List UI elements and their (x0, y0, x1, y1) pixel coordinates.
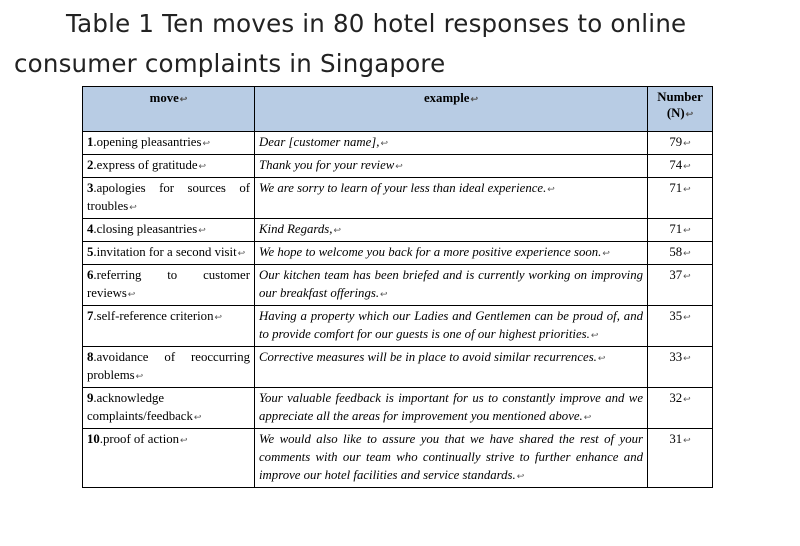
example-cell (255, 132, 648, 155)
example-cell (255, 178, 648, 219)
paragraph-mark-icon: ↩ (683, 271, 691, 281)
header-row (83, 87, 713, 132)
table-row (83, 155, 713, 178)
example-cell (255, 155, 648, 178)
paragraph-mark-icon: ↩ (683, 184, 691, 194)
paragraph-mark-icon: ↩ (683, 312, 691, 322)
number-cell (648, 306, 713, 347)
paragraph-mark-icon: ↩ (683, 161, 691, 171)
move-index: 8 (87, 350, 94, 364)
paragraph-mark-icon: ↩ (202, 138, 210, 148)
move-cell (83, 265, 255, 306)
paragraph-mark-icon: ↩ (198, 161, 207, 171)
paragraph-mark-icon: ↩ (198, 225, 206, 235)
paragraph-mark-icon: ↩ (333, 225, 342, 235)
paragraph-mark-icon: ↩ (380, 138, 389, 148)
example-text: We hope to welcome you back for a more positive experience soon. (259, 245, 602, 259)
example-text: Corrective measures will be in place to avoid similar recurrences. (259, 350, 597, 364)
number-cell (648, 219, 713, 242)
paragraph-mark-icon: ↩ (516, 471, 525, 481)
paragraph-mark-icon: ↩ (683, 225, 691, 235)
paragraph-mark-icon: ↩ (683, 394, 691, 404)
number-value: 31 (669, 432, 683, 446)
table-row (83, 178, 713, 219)
move-index: 4 (87, 222, 94, 236)
table-row (83, 242, 713, 265)
example-cell (255, 242, 648, 265)
move-label: .proof of action (99, 432, 180, 446)
move-index: 6 (87, 268, 94, 282)
header-number: Number (N)↩ (648, 87, 713, 132)
move-cell (83, 132, 255, 155)
move-index: 10 (87, 432, 100, 446)
number-value: 32 (669, 391, 683, 405)
header-example: example↩ (255, 87, 648, 132)
move-index: 5 (87, 245, 94, 259)
example-cell (255, 429, 648, 488)
moves-table-container (82, 86, 713, 488)
paragraph-mark-icon: ↩ (179, 94, 188, 104)
number-value: 58 (669, 245, 683, 259)
table-row (83, 306, 713, 347)
move-cell (83, 178, 255, 219)
paragraph-mark-icon: ↩ (180, 435, 188, 445)
paragraph-mark-icon: ↩ (683, 353, 691, 363)
move-cell (83, 347, 255, 388)
paragraph-mark-icon: ↩ (135, 371, 144, 381)
number-cell (648, 388, 713, 429)
move-index: 3 (87, 181, 94, 195)
move-label: .closing pleasantries (93, 222, 198, 236)
example-cell (255, 219, 648, 242)
number-value: 71 (669, 222, 683, 236)
number-value: 79 (669, 135, 683, 149)
table-row (83, 132, 713, 155)
paragraph-mark-icon: ↩ (127, 289, 136, 299)
paragraph-mark-icon: ↩ (602, 248, 610, 258)
number-value: 33 (669, 350, 683, 364)
paragraph-mark-icon: ↩ (547, 184, 555, 194)
number-cell (648, 178, 713, 219)
paragraph-mark-icon: ↩ (470, 94, 479, 104)
move-cell (83, 429, 255, 488)
table-row (83, 347, 713, 388)
move-index: 7 (87, 309, 94, 323)
paragraph-mark-icon: ↩ (683, 138, 691, 148)
paragraph-mark-icon: ↩ (237, 248, 246, 258)
paragraph-mark-icon: ↩ (590, 330, 599, 340)
number-value: 71 (669, 181, 683, 195)
number-value: 35 (669, 309, 683, 323)
paragraph-mark-icon: ↩ (129, 202, 137, 212)
move-label: .invitation for a second visit (93, 245, 237, 259)
move-index: 2 (87, 158, 94, 172)
header-move: move↩ (83, 87, 255, 132)
move-label: .referring to customer reviews (87, 268, 250, 300)
example-cell (255, 388, 648, 429)
move-label: .acknowledge complaints/feedback (87, 391, 193, 423)
moves-table (82, 86, 713, 488)
paragraph-mark-icon: ↩ (583, 412, 592, 422)
example-text: Your valuable feedback is important for us to constantly improve and we appreciate all the areas for improvement you mentioned above. (259, 391, 643, 423)
number-cell (648, 429, 713, 488)
table-row (83, 265, 713, 306)
move-label: .apologies for sources of troubles (87, 181, 250, 213)
move-index: 1 (87, 135, 94, 149)
example-text: Kind Regards, (259, 222, 333, 236)
table-row (83, 429, 713, 488)
move-index: 9 (87, 391, 94, 405)
number-cell (648, 265, 713, 306)
number-cell (648, 132, 713, 155)
paragraph-mark-icon: ↩ (683, 435, 691, 445)
move-cell (83, 155, 255, 178)
example-cell (255, 265, 648, 306)
example-text: Our kitchen team has been briefed and is currently working on improving our breakfast offerings. (259, 268, 643, 300)
paragraph-mark-icon: ↩ (193, 412, 202, 422)
example-text: Having a property which our Ladies and Gentlemen can be proud of, and to provide comfort for our guests is one of our highest priorities. (259, 309, 643, 341)
paragraph-mark-icon: ↩ (214, 312, 223, 322)
move-cell (83, 306, 255, 347)
example-text: Thank you for your review (259, 158, 395, 172)
number-cell (648, 155, 713, 178)
number-value: 37 (669, 268, 683, 282)
move-label: .express of gratitude (93, 158, 198, 172)
table-row (83, 219, 713, 242)
example-text: Dear [customer name], (259, 135, 380, 149)
paragraph-mark-icon: ↩ (597, 353, 606, 363)
move-cell (83, 242, 255, 265)
paragraph-mark-icon: ↩ (683, 248, 691, 258)
move-label: .self-reference criterion (93, 309, 214, 323)
move-cell (83, 219, 255, 242)
example-text: We would also like to assure you that we have shared the rest of your comments with our team who continually strive to further enhance and improve our hotel facilities and service standards. (259, 432, 643, 482)
paragraph-mark-icon: ↩ (380, 289, 388, 299)
paragraph-mark-icon: ↩ (685, 109, 694, 119)
example-cell (255, 347, 648, 388)
table-caption: Table 1 Ten moves in 80 hotel responses to online consumer complaints in Singapore (14, 9, 687, 78)
example-text: We are sorry to learn of your less than ideal experience. (259, 181, 547, 195)
table-row (83, 388, 713, 429)
number-cell (648, 242, 713, 265)
paragraph-mark-icon: ↩ (395, 161, 403, 171)
move-cell (83, 388, 255, 429)
example-cell (255, 306, 648, 347)
number-value: 74 (669, 158, 683, 172)
move-label: .avoidance of reoccurring problems (87, 350, 250, 382)
move-label: .opening pleasantries (93, 135, 202, 149)
number-cell (648, 347, 713, 388)
